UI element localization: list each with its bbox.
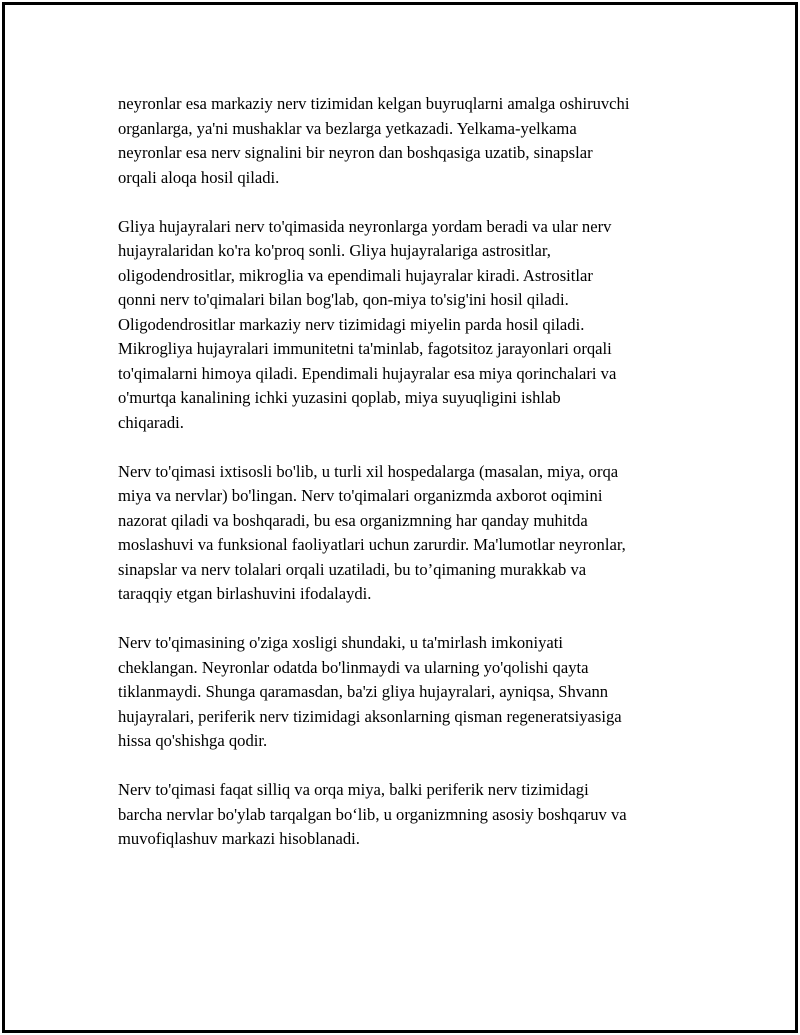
paragraph-1 — [118, 92, 698, 190]
paragraph-4 — [118, 631, 698, 754]
text-line: nazorat qiladi va boshqaradi, bu esa organizmning har qanday muhitda — [118, 510, 588, 530]
paragraph-3 — [118, 460, 698, 607]
text-line: to'qimalarni himoya qiladi. Ependimali hujayralar esa miya qorinchalari va — [118, 363, 617, 383]
text-line: Nerv to'qimasining o'ziga xosligi shundaki, u ta'mirlash imkoniyati — [118, 633, 563, 652]
text-line: chiqaradi. — [118, 412, 184, 432]
text-line: cheklangan. Neyronlar odatda bo'linmaydi va ularning yo'qolishi qayta — [118, 657, 589, 677]
text-line: neyronlar esa nerv signalini bir neyron dan boshqasiga uzatib, sinapslar — [118, 143, 593, 162]
text-line: barcha nervlar bo'ylab tarqalgan bo‘lib, u organizmning asosiy boshqaruv va — [118, 804, 627, 824]
text-line: Nerv to'qimasi faqat silliq va orqa miya, balki periferik nerv tizimidagi — [118, 780, 589, 799]
text-line: sinapslar va nerv tolalari orqali uzatiladi, bu to’qimaning murakkab va — [118, 559, 587, 579]
text-line: Mikrogliya hujayralari immunitetni ta'minlab, fagotsitoz jarayonlari orqali — [118, 339, 612, 358]
text-line: muvofiqlashuv markazi hisoblanadi. — [118, 829, 360, 848]
text-line: taraqqiy etgan birlashuvini ifodalaydi. — [118, 584, 372, 603]
text-line: Nerv to'qimasi ixtisosli bo'lib, u turli xil hospedalarga (masalan, miya, orqa — [118, 461, 619, 481]
text-line: qonni nerv to'qimalari bilan bog'lab, qon-miya to'sig'ini hosil qiladi. — [118, 290, 569, 309]
paragraph-5 — [118, 778, 698, 852]
text-line: orqali aloqa hosil qiladi. — [118, 167, 280, 187]
text-line: Oligodendrositlar markaziy nerv tizimidagi miyelin parda hosil qiladi. — [118, 314, 585, 334]
text-line: organlarga, ya'ni mushaklar va bezlarga yetkazadi. Yelkama-yelkama — [118, 118, 577, 138]
text-line: hissa qo'shishga qodir. — [118, 731, 268, 750]
text-line: Gliya hujayralari nerv to'qimasida neyronlarga yordam beradi va ular nerv — [118, 216, 612, 236]
text-line: oligodendrositlar, mikroglia va ependimali hujayralar kiradi. Astrositlar — [118, 265, 593, 285]
text-line: neyronlar esa markaziy nerv tizimidan kelgan buyruqlarni amalga oshiruvchi — [118, 94, 630, 113]
text-line: hujayralaridan ko'ra ko'proq sonli. Gliya hujayralariga astrositlar, — [118, 241, 551, 260]
text-line: tiklanmaydi. Shunga qaramasdan, ba'zi gliya hujayralari, ayniqsa, Shvann — [118, 682, 609, 701]
document-body — [118, 92, 698, 876]
paragraph-2 — [118, 215, 698, 436]
text-line: moslashuvi va funksional faoliyatlari uchun zarurdir. Ma'lumotlar neyronlar, — [118, 535, 626, 554]
text-line: o'murtqa kanalining ichki yuzasini qoplab, miya suyuqligini ishlab — [118, 388, 561, 407]
text-line: miya va nervlar) bo'lingan. Nerv to'qimalari organizmda axborot oqimini — [118, 486, 603, 505]
text-line: hujayralari, periferik nerv tizimidagi aksonlarning qisman regeneratsiyasiga — [118, 706, 622, 726]
